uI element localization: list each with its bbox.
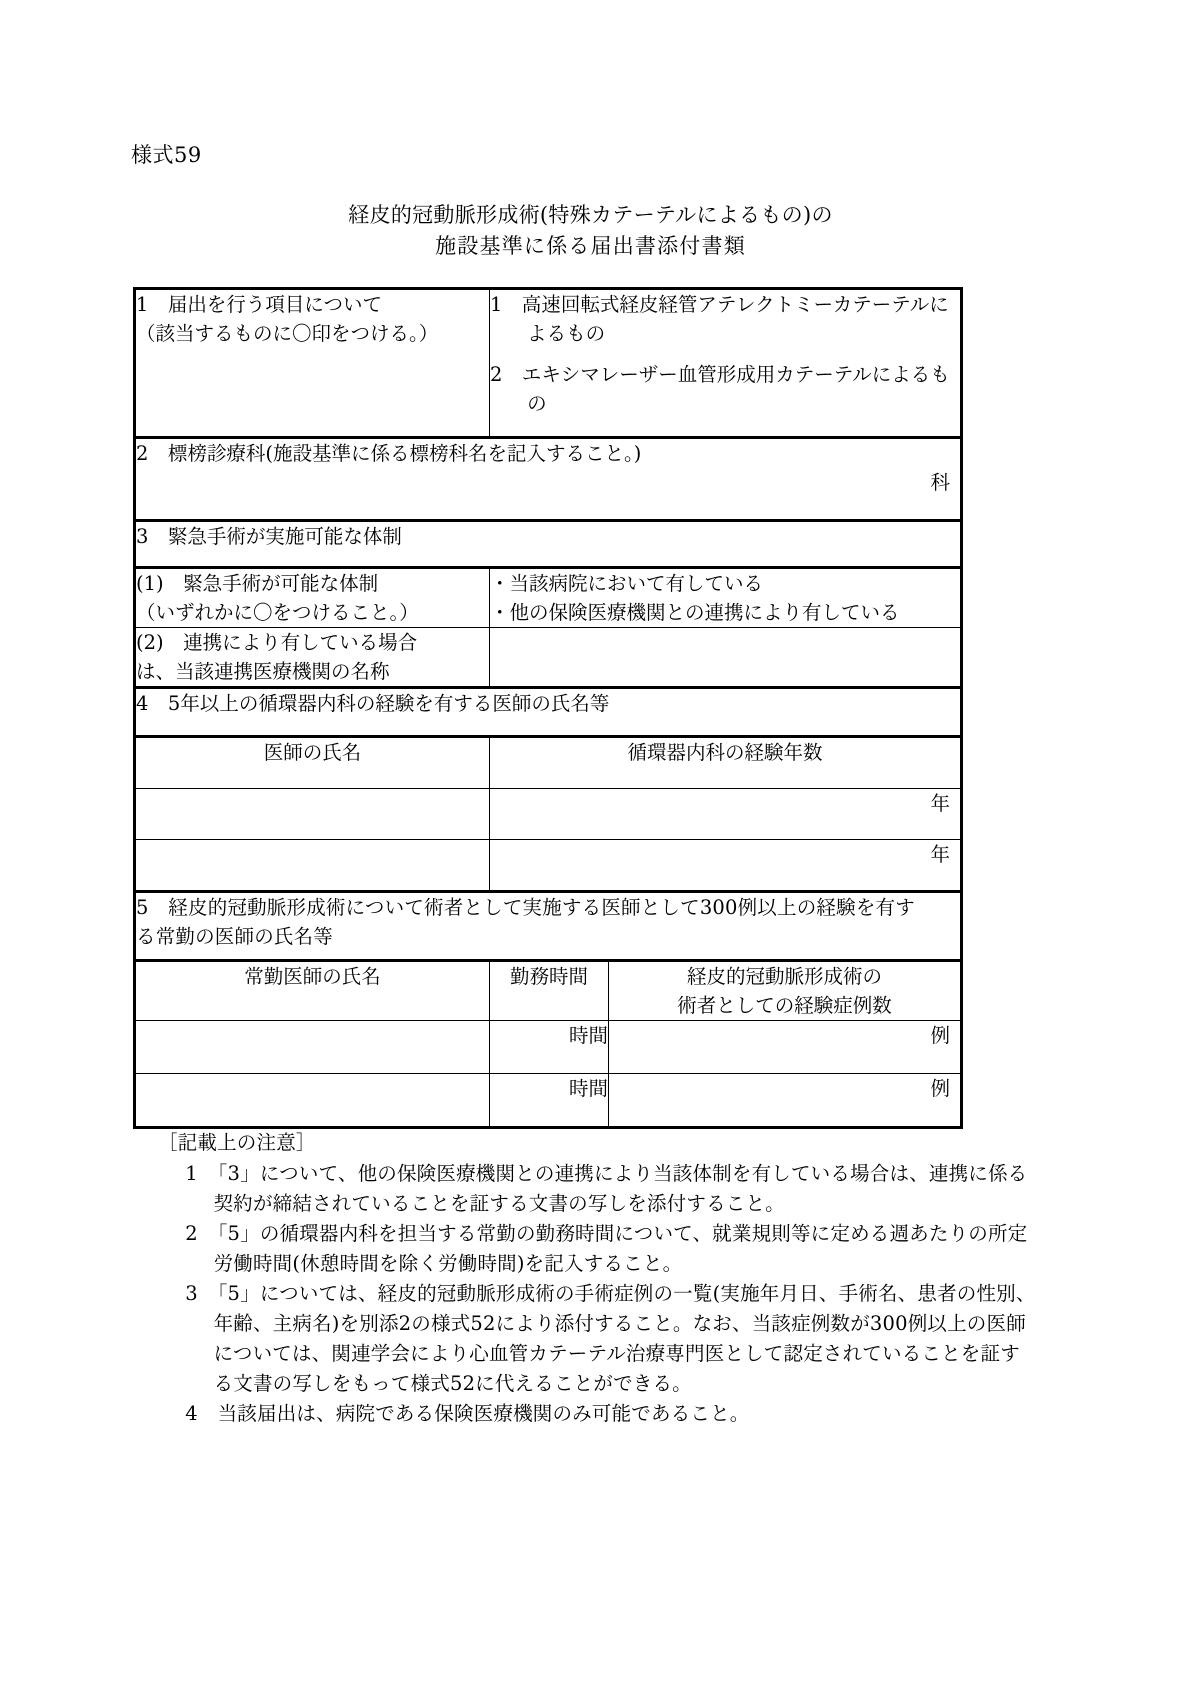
section4-data-row	[135, 789, 962, 840]
section3-row2-label-line1: (2) 連携により有している場合	[136, 631, 418, 654]
section3-row2-label-cell	[135, 628, 490, 688]
section1-option-1[interactable]: 1 高速回転式経皮経管アテレクトミーカテーテルによるもの	[490, 293, 949, 345]
section5-row2-name[interactable]	[135, 1074, 490, 1128]
option-spacer	[490, 348, 960, 360]
note-item: 3 「5」については、経皮的冠動脈形成術の手術症例の一覧(実施年月日、手術名、患者の性別、年齢、主病名)を別添2の様式52により添付すること。なお、当該症例数が300例以上の医師については、関連学会により心血管カテーテル治療専門医として認定されていることを証する文書の写しをもって様式52に代えることができる。	[185, 1282, 1036, 1395]
section4-row2-years-cell[interactable]	[490, 840, 962, 892]
section3-heading-row	[135, 521, 962, 568]
section1-options-cell[interactable]	[490, 289, 962, 438]
section5-heading-cell	[135, 892, 962, 961]
section2-label: 2 標榜診療科(施設基準に係る標榜科名を記入すること。)	[136, 442, 642, 465]
section4-heading-row	[135, 688, 962, 737]
form-code: 様式59	[131, 143, 202, 167]
section3-choice-1[interactable]: ・当該病院において有している	[490, 572, 764, 595]
section3-row1	[135, 568, 962, 628]
section1-row	[135, 289, 962, 438]
section5-col-cases	[609, 961, 962, 1021]
section1-label-line2: （該当するものに〇印をつける。）	[136, 322, 439, 345]
section5-col-hours: 勤務時間	[490, 961, 609, 1021]
section5-row1-cases-cell[interactable]	[609, 1021, 962, 1074]
section3-row1-choices-cell[interactable]	[490, 568, 962, 628]
section1-label-cell	[135, 289, 490, 438]
notes-title: ［記載上の注意］	[158, 1131, 316, 1154]
section5-row2-hours-cell[interactable]	[490, 1074, 609, 1128]
section4-col-name: 医師の氏名	[135, 737, 490, 789]
section4-heading: 4 5年以上の循環器内科の経験を有する医師の氏名等	[136, 692, 610, 715]
section5-data-row	[135, 1021, 962, 1074]
document-title-line2: 施設基準に係る届出書添付書類	[435, 234, 746, 258]
section4-col-years: 循環器内科の経験年数	[490, 737, 962, 789]
main-form-table	[133, 287, 963, 1129]
section4-row1-unit: 年	[930, 792, 951, 815]
section4-row2-name[interactable]	[135, 840, 490, 892]
section5-row2-hours-unit: 時間	[569, 1077, 609, 1100]
note-item: 2 「5」の循環器内科を担当する常勤の勤務時間について、就業規則等に定める週あたりの所定労働時間(休憩時間を除く労働時間)を記入すること。	[185, 1222, 1028, 1275]
section4-row1-name[interactable]	[135, 789, 490, 840]
section3-row2-value-cell[interactable]	[490, 628, 962, 688]
note-item: 4 当該届出は、病院である保険医療機関のみ可能であること。	[185, 1402, 750, 1425]
note-item: 1 「3」について、他の保険医療機関との連携により当該体制を有している場合は、連携に係る契約が締結されていることを証する文書の写しを添付すること。	[185, 1162, 1028, 1215]
section5-col-cases-line2: 術者としての経験症例数	[677, 994, 892, 1017]
section3-choice-2[interactable]: ・他の保険医療機関との連携により有している	[490, 601, 900, 624]
section5-heading-row	[135, 892, 962, 961]
section3-row1-label-line1: (1) 緊急手術が可能な体制	[136, 572, 379, 595]
document-title	[0, 200, 1181, 262]
section1-option-2[interactable]: 2 エキシマレーザー血管形成用カテーテルによるもの	[490, 363, 950, 415]
section3-heading: 3 緊急手術が実施可能な体制	[136, 525, 402, 548]
section4-row2-unit: 年	[930, 843, 951, 866]
section4-data-row	[135, 840, 962, 892]
section2-cell[interactable]	[135, 438, 962, 521]
section3-row1-label-line2: （いずれかに〇をつけること。）	[136, 601, 419, 624]
section3-row2-label-line2: は、当該連携医療機関の名称	[136, 660, 390, 683]
section3-row1-label-cell	[135, 568, 490, 628]
section3-heading-cell	[135, 521, 962, 568]
section5-header-row	[135, 961, 962, 1021]
section3-row2	[135, 628, 962, 688]
section5-row1-name[interactable]	[135, 1021, 490, 1074]
section4-header-row	[135, 737, 962, 789]
section5-row1-hours-unit: 時間	[569, 1024, 609, 1047]
section5-row1-hours-cell[interactable]	[490, 1021, 609, 1074]
section5-row2-cases-cell[interactable]	[609, 1074, 962, 1128]
section5-col-name: 常勤医師の氏名	[135, 961, 490, 1021]
section2-row	[135, 438, 962, 521]
section5-heading-line1: 5 経皮的冠動脈形成術について術者として実施する医師として300例以上の経験を有す	[136, 896, 915, 919]
section1-label-line1: 1 届出を行う項目について	[136, 293, 383, 316]
section5-col-cases-line1: 経皮的冠動脈形成術の	[687, 965, 883, 988]
section5-row1-cases-unit: 例	[930, 1024, 951, 1047]
document-title-line1: 経皮的冠動脈形成術(特殊カテーテルによるもの)の	[348, 203, 833, 227]
section5-data-row	[135, 1074, 962, 1128]
section4-row1-years-cell[interactable]	[490, 789, 962, 840]
section5-row2-cases-unit: 例	[930, 1077, 951, 1100]
section4-heading-cell	[135, 688, 962, 737]
notes-section	[158, 1128, 1038, 1429]
section2-unit: 科	[930, 471, 951, 494]
section5-heading-line2: る常勤の医師の氏名等	[136, 925, 334, 948]
